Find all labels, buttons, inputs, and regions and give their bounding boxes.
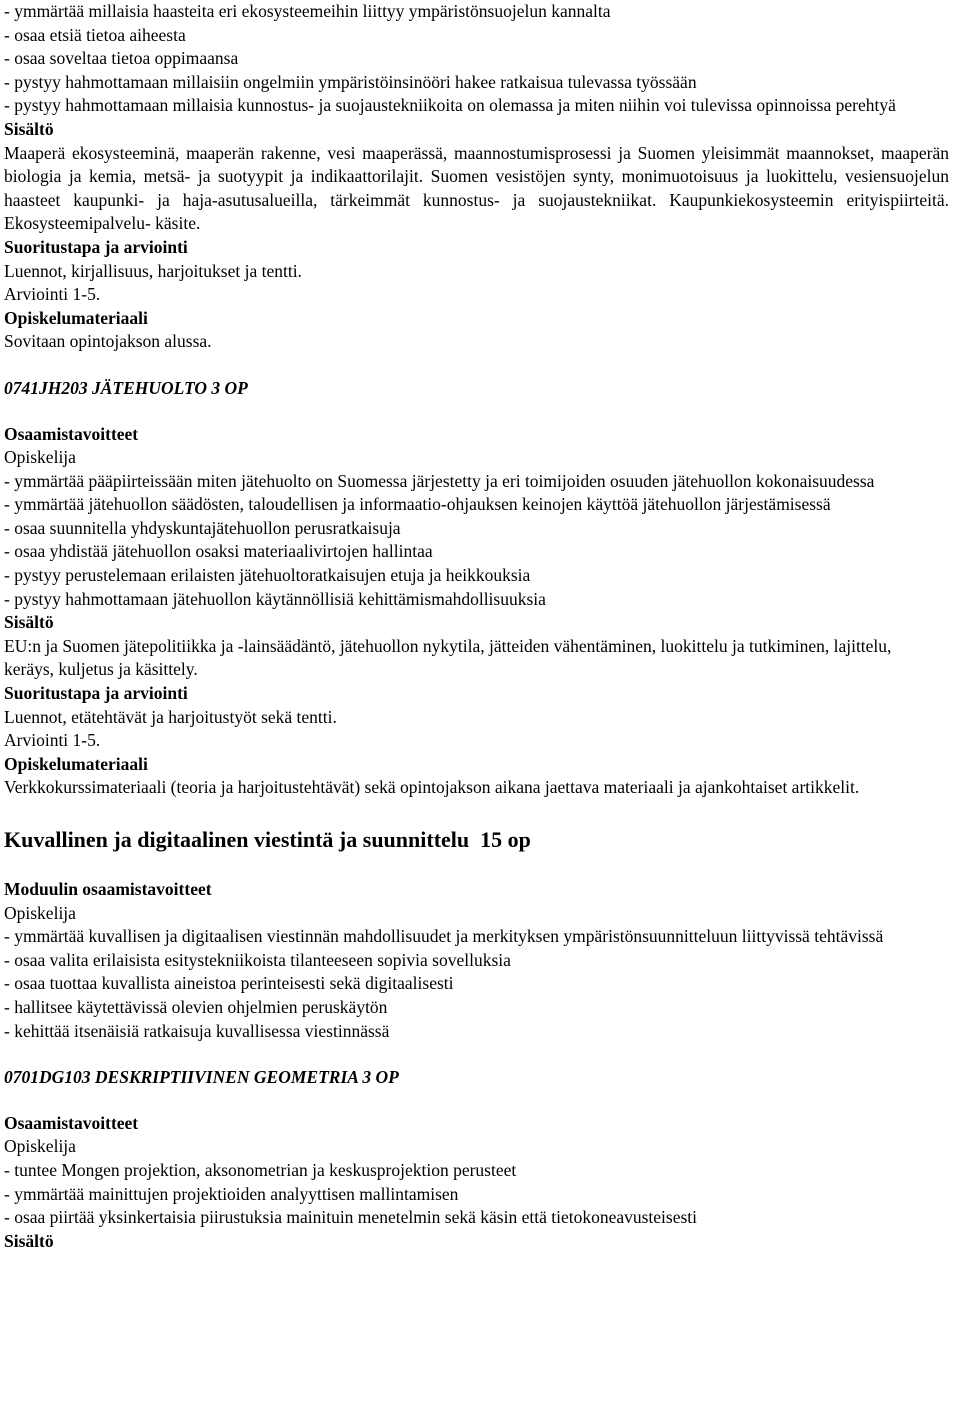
outcome-line: - ymmärtää pääpiirteissään miten jätehuolto on Suomessa järjestetty ja eri toimijoiden osuuden jätehuollon kokonaisuudessa [4, 470, 875, 491]
section-module [4, 826, 960, 1043]
section-course-geometria [4, 1066, 960, 1253]
assessment-text: Luennot, kirjallisuus, harjoitukset ja tentti. [4, 260, 302, 281]
outcome-line: - osaa etsiä tietoa aiheesta [4, 24, 186, 45]
assessment-heading: Suoritustapa ja arviointi [4, 236, 188, 257]
outcome-line: - pystyy perustelemaan erilaisten jätehuoltoratkaisujen etuja ja heikkouksia [4, 565, 531, 586]
grading-text: Arviointi 1-5. [4, 730, 101, 751]
outcome-line: - ymmärtää kuvallisen ja digitaalisen viestinnän mahdollisuudet ja merkityksen ympäristönsuunnitteluun liittyvissä tehtävissä [4, 926, 884, 947]
material-text: Sovitaan opintojakson alussa. [4, 331, 212, 352]
content-text: EU:n ja Suomen jätepolitiikka ja -lainsäädäntö, jätehuollon nykytila, jätteiden vähentäminen, luokittelu ja tutkiminen, lajittelu, keräys, kuljetus ja käsittely. [4, 635, 892, 680]
content-heading: Sisältö [4, 1230, 54, 1251]
outcome-line: - pystyy hahmottamaan jätehuollon käytännöllisiä kehittämismahdollisuuksia [4, 588, 546, 609]
outcome-line: - osaa yhdistää jätehuollon osaksi materiaalivirtojen hallintaa [4, 541, 433, 562]
outcome-line: - osaa suunnitella yhdyskuntajätehuollon perusratkaisuja [4, 517, 401, 538]
student-label: Opiskelija [4, 1136, 76, 1157]
material-text: Verkkokurssimateriaali (teoria ja harjoitustehtävät) sekä opintojakson aikana jaettava materiaali ja ajankohtaiset artikkelit. [4, 777, 860, 798]
student-label: Opiskelija [4, 902, 76, 923]
assessment-text: Luennot, etätehtävät ja harjoitustyöt sekä tentti. [4, 706, 337, 727]
course-title: 0741JH203 JÄTEHUOLTO 3 OP [4, 377, 248, 398]
outcome-line: - osaa tuottaa kuvallista aineistoa perinteisesti sekä digitaalisesti [4, 973, 454, 994]
material-heading: Opiskelumateriaali [4, 307, 148, 328]
assessment-heading: Suoritustapa ja arviointi [4, 683, 188, 704]
content-heading: Sisältö [4, 612, 54, 633]
outcomes-heading: Osaamistavoitteet [4, 423, 139, 444]
course-title: 0701DG103 DESKRIPTIIVINEN GEOMETRIA 3 OP [4, 1067, 399, 1088]
module-title: Kuvallinen ja digitaalinen viestintä ja suunnittelu 15 op [4, 827, 531, 852]
section-course-jatehuolto [4, 377, 960, 800]
outcome-line: - ymmärtää millaisia haasteita eri ekosysteemeihin liittyy ympäristönsuojelun kannalta [4, 1, 611, 21]
content-text: Maaperä ekosysteeminä, maaperän rakenne, vesi maaperässä, maannostumisprosessi ja Suomen yleisimmät maannokset, maaperän biologia ja kemia, metsä- ja suotyypit ja indikaattorilajit. Suomen vesistöjen synty, monimuotoisuus ja luokittelu, vesiensuojelun haasteet kaupunki- ja haja-asutusalueilla, tärkeimmät kunnostus- ja suojaustekniikat. Kaupunkiekosysteemin erityispiirteitä. Ekosysteemipalvelu- käsite. [4, 142, 949, 234]
material-heading: Opiskelumateriaali [4, 753, 148, 774]
outcome-line: - pystyy hahmottamaan millaisia kunnostus- ja suojaustekniikoita on olemassa ja miten niihin voi tulevissa opinnoissa perehtyä [4, 95, 896, 116]
outcomes-heading: Osaamistavoitteet [4, 1112, 139, 1133]
outcome-line: - hallitsee käytettävissä olevien ohjelmien peruskäytön [4, 996, 388, 1017]
student-label: Opiskelija [4, 447, 76, 468]
outcome-line: - kehittää itsenäisiä ratkaisuja kuvallisessa viestinnässä [4, 1020, 390, 1041]
grading-text: Arviointi 1-5. [4, 284, 101, 305]
outcome-line: - tuntee Mongen projektion, aksonometrian ja keskusprojektion perusteet [4, 1159, 517, 1180]
content-heading: Sisältö [4, 118, 54, 139]
outcome-line: - ymmärtää jätehuollon säädösten, taloudellisen ja informaatio-ohjauksen keinojen käyttöä jätehuollon järjestämisessä [4, 494, 831, 515]
outcome-line: - osaa soveltaa tietoa oppimaansa [4, 48, 239, 69]
outcome-line: - ymmärtää mainittujen projektioiden analyyttisen mallintamisen [4, 1183, 459, 1204]
outcome-line: - pystyy hahmottamaan millaisiin ongelmiin ympäristöinsinööri hakee ratkaisua tulevassa työssään [4, 71, 697, 92]
outcome-line: - osaa valita erilaisista esitystekniikoista tilanteeseen sopivia sovelluksia [4, 949, 511, 970]
module-outcomes-heading: Moduulin osaamistavoitteet [4, 879, 212, 899]
section-previous-course [4, 0, 960, 354]
outcome-line: - osaa piirtää yksinkertaisia piirustuksia mainituin menetelmin sekä käsin että tietokoneavusteisesti [4, 1207, 698, 1228]
